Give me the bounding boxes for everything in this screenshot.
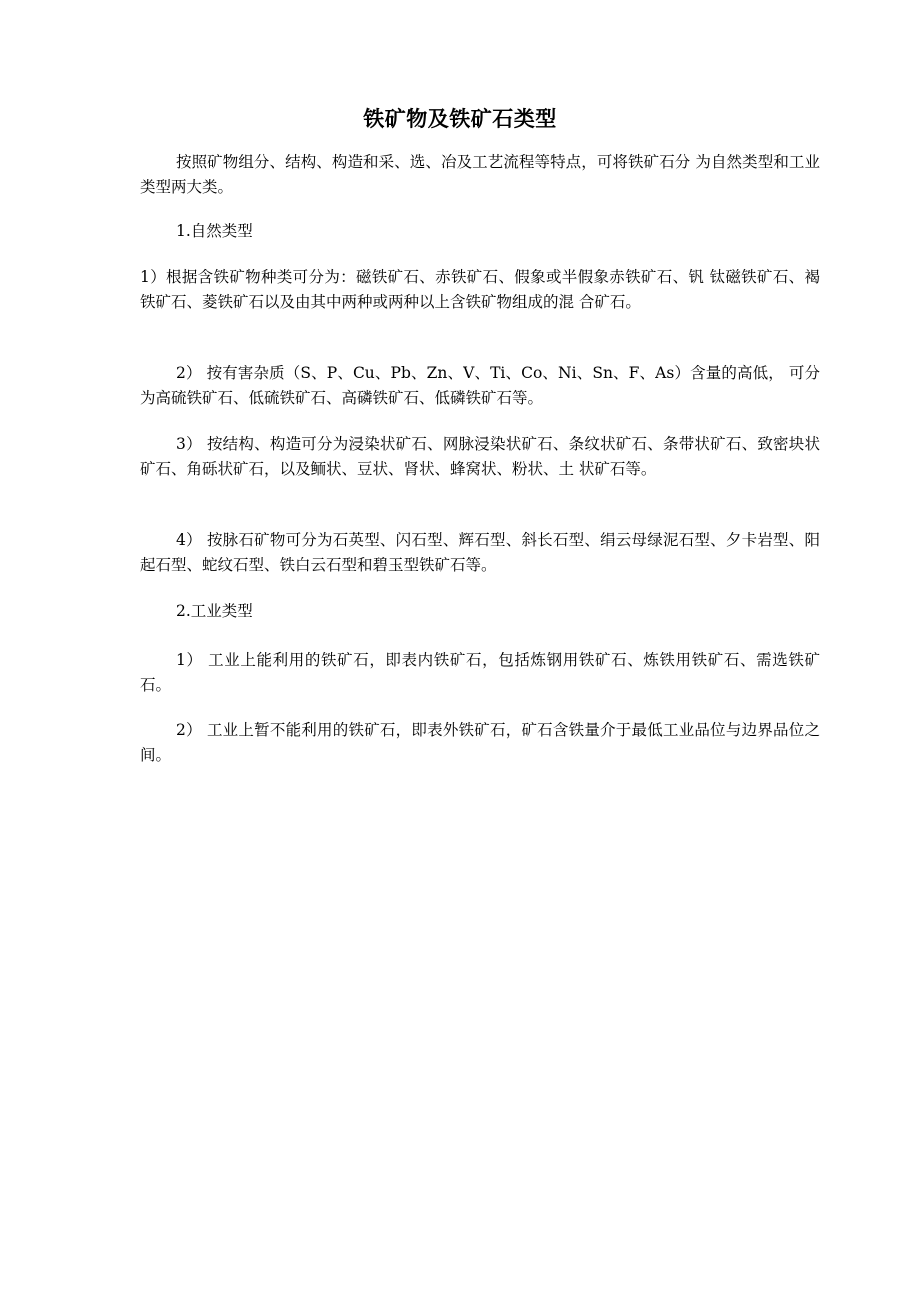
section1-item-1: 1）根据含铁矿物种类可分为：磁铁矿石、赤铁矿石、假象或半假象赤铁矿石、钒 钛磁铁矿石、褐铁矿石、菱铁矿石以及由其中两种或两种以上含铁矿物组成的混 合矿石。 xyxy=(140,268,820,311)
section1-item-4: 4） 按脉石矿物可分为石英型、闪石型、辉石型、斜长石型、绢云母绿泥石型、夕卡岩型、阳起石型、蛇纹石型、铁白云石型和碧玉型铁矿石等。 xyxy=(140,531,820,574)
section1-heading: 1.自然类型 xyxy=(176,222,253,240)
section2-item-2: 2） 工业上暂不能利用的铁矿石，即表外铁矿石，矿石含铁量介于最低工业品位与边界品位之间。 xyxy=(140,721,820,764)
document-title: 铁矿物及铁矿石类型 xyxy=(363,107,557,131)
section2-heading: 2.工业类型 xyxy=(176,602,253,620)
section1-item-3: 3） 按结构、构造可分为浸染状矿石、网脉浸染状矿石、条纹状矿石、条带状矿石、致密块状矿石、角砾状矿石，以及鲕状、豆状、肾状、蜂窝状、粉状、土 状矿石等。 xyxy=(140,435,820,478)
section2-item-1: 1） 工业上能利用的铁矿石，即表内铁矿石，包括炼钢用铁矿石、炼铁用铁矿石、需选铁矿石。 xyxy=(140,651,820,694)
section1-item-2: 2） 按有害杂质（S、P、Cu、Pb、Zn、V、Ti、Co、Ni、Sn、F、As）含量的高低， 可分为高硫铁矿石、低硫铁矿石、高磷铁矿石、低磷铁矿石等。 xyxy=(140,364,820,407)
intro-paragraph: 按照矿物组分、结构、构造和采、选、冶及工艺流程等特点，可将铁矿石分 为自然类型和工业类型两大类。 xyxy=(140,153,820,196)
